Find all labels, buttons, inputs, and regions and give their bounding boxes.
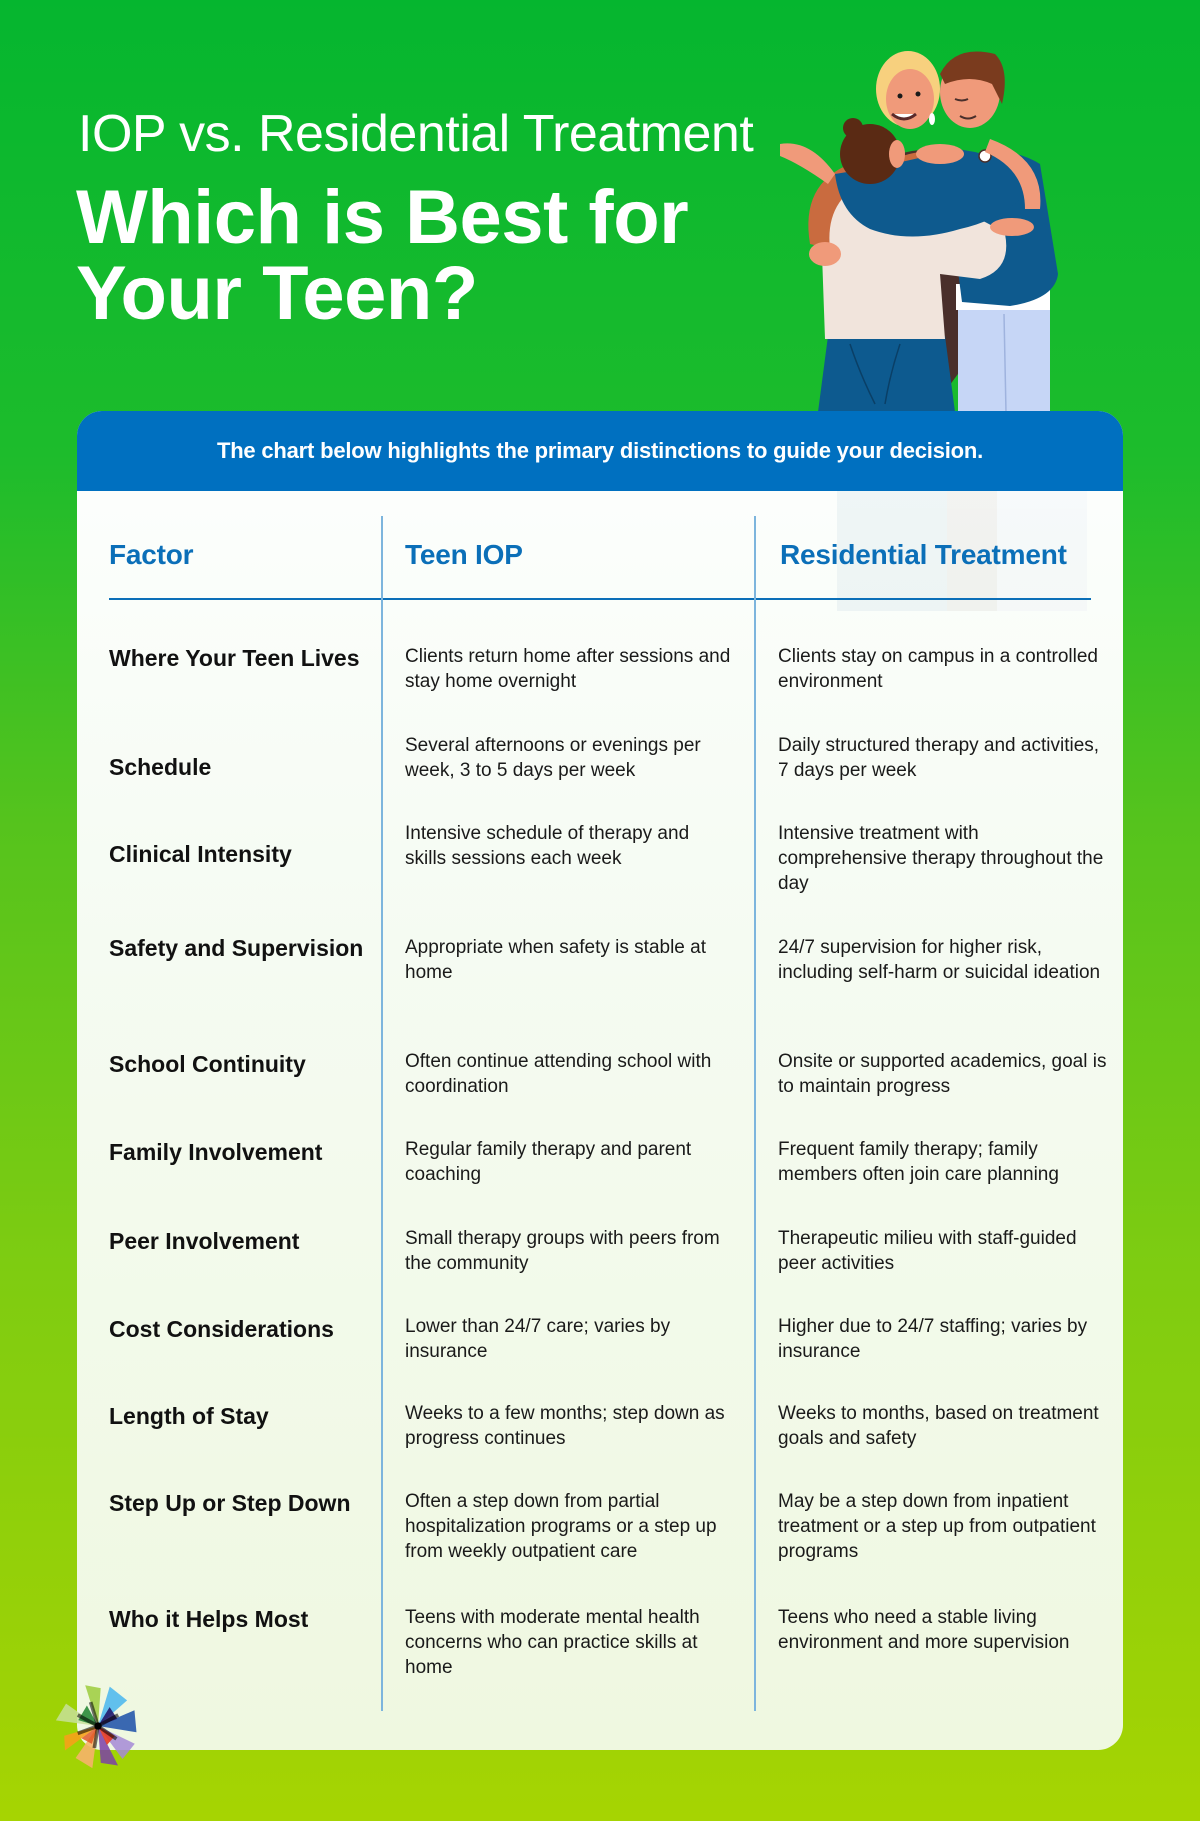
row-teen-iop: Intensive schedule of therapy and skills sessions each week xyxy=(405,823,690,869)
row-factor: Cost Considerations xyxy=(109,1316,334,1342)
row-teen-iop: Small therapy groups with peers from the community xyxy=(405,1228,720,1274)
row-residential: Frequent family therapy; family members often join care planning xyxy=(778,1139,1059,1185)
pinwheel-logo-icon xyxy=(52,1680,144,1772)
row-residential: Intensive treatment with comprehensive therapy throughout the day xyxy=(778,823,1104,894)
row-factor: Who it Helps Most xyxy=(109,1606,309,1632)
column-header-teen-iop: Teen IOP xyxy=(405,539,523,570)
row-teen-iop: Several afternoons or evenings per week, 3 to 5 days per week xyxy=(405,735,701,781)
row-residential: Onsite or supported academics, goal is to maintain progress xyxy=(778,1051,1107,1097)
row-teen-iop: Appropriate when safety is stable at home xyxy=(405,937,707,983)
row-factor: Schedule xyxy=(109,754,212,780)
row-residential: May be a step down from inpatient treatment or a step up from outpatient programs xyxy=(778,1491,1096,1562)
subtitle: IOP vs. Residential Treatment xyxy=(78,105,754,163)
row-teen-iop: Teens with moderate mental health concerns who can practice skills at home xyxy=(405,1607,700,1678)
column-divider-2 xyxy=(754,516,756,1711)
row-residential: Clients stay on campus in a controlled environment xyxy=(778,646,1098,692)
group-hug-illustration xyxy=(780,44,1080,412)
row-residential: Therapeutic milieu with staff-guided peer activities xyxy=(778,1228,1077,1274)
row-factor: Step Up or Step Down xyxy=(109,1490,351,1516)
column-header-factor: Factor xyxy=(109,539,194,570)
title-line-2: Your Teen? xyxy=(76,251,478,336)
row-teen-iop: Regular family therapy and parent coaching xyxy=(405,1139,692,1185)
row-factor: Where Your Teen Lives xyxy=(109,645,360,671)
row-factor: Peer Involvement xyxy=(109,1228,300,1254)
row-teen-iop: Lower than 24/7 care; varies by insurance xyxy=(405,1316,671,1362)
page-title xyxy=(76,175,756,336)
row-teen-iop: Often a step down from partial hospitalization programs or a step up from weekly outpatient care xyxy=(405,1491,717,1562)
row-teen-iop: Often continue attending school with coordination xyxy=(405,1051,712,1097)
banner-text: The chart below highlights the primary distinctions to guide your decision. xyxy=(216,438,984,463)
column-header-residential: Residential Treatment xyxy=(780,539,1067,570)
row-residential: Daily structured therapy and activities, 7 days per week xyxy=(778,735,1100,781)
row-factor: Safety and Supervision xyxy=(109,935,364,961)
row-factor: Family Involvement xyxy=(109,1139,323,1165)
row-factor: Length of Stay xyxy=(109,1403,269,1429)
row-factor: Clinical Intensity xyxy=(109,841,292,867)
row-residential: 24/7 supervision for higher risk, including self-harm or suicidal ideation xyxy=(778,937,1101,983)
row-residential: Weeks to months, based on treatment goals and safety xyxy=(778,1403,1099,1449)
row-factor: School Continuity xyxy=(109,1051,306,1077)
comparison-card xyxy=(77,411,1123,1750)
row-residential: Higher due to 24/7 staffing; varies by insurance xyxy=(778,1316,1088,1362)
row-residential: Teens who need a stable living environment and more supervision xyxy=(778,1607,1070,1653)
column-divider-1 xyxy=(381,516,383,1711)
row-teen-iop: Weeks to a few months; step down as progress continues xyxy=(405,1403,725,1449)
title-line-1: Which is Best for xyxy=(76,175,689,260)
row-teen-iop: Clients return home after sessions and stay home overnight xyxy=(405,646,731,692)
header-divider xyxy=(109,598,1091,600)
card-banner xyxy=(77,411,1123,491)
